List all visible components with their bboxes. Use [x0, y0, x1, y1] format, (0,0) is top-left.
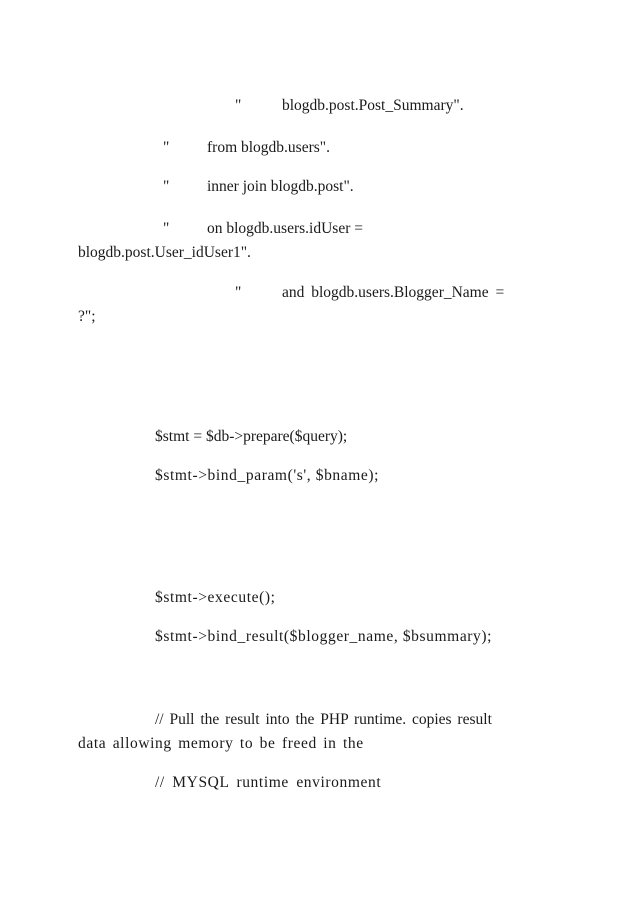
code-line: on blogdb.users.idUser =	[207, 220, 363, 237]
code-line: blogdb.post.Post_Summary".	[282, 97, 464, 114]
code-comment-continuation: data allowing memory to be freed in the	[78, 735, 364, 752]
code-line: $stmt->execute();	[155, 589, 276, 606]
code-line: $stmt->bind_param('s', $bname);	[155, 467, 380, 484]
code-line: $stmt = $db->prepare($query);	[155, 428, 348, 445]
code-line: inner join blogdb.post".	[207, 178, 354, 195]
code-quote-mark: "	[163, 178, 170, 195]
code-comment: // MYSQL runtime environment	[155, 774, 382, 791]
code-quote-mark: "	[163, 139, 170, 156]
code-line-continuation: blogdb.post.User_idUser1".	[78, 244, 251, 261]
code-line: from blogdb.users".	[207, 139, 330, 156]
code-quote-mark: "	[163, 220, 170, 237]
code-quote-mark: "	[235, 97, 242, 114]
code-line: and blogdb.users.Blogger_Name =	[282, 284, 505, 301]
code-comment: // Pull the result into the PHP runtime. copies result	[155, 711, 492, 728]
code-line: $stmt->bind_result($blogger_name, $bsummary);	[155, 628, 493, 645]
code-line-continuation: ?";	[78, 308, 96, 325]
code-quote-mark: "	[235, 284, 242, 301]
